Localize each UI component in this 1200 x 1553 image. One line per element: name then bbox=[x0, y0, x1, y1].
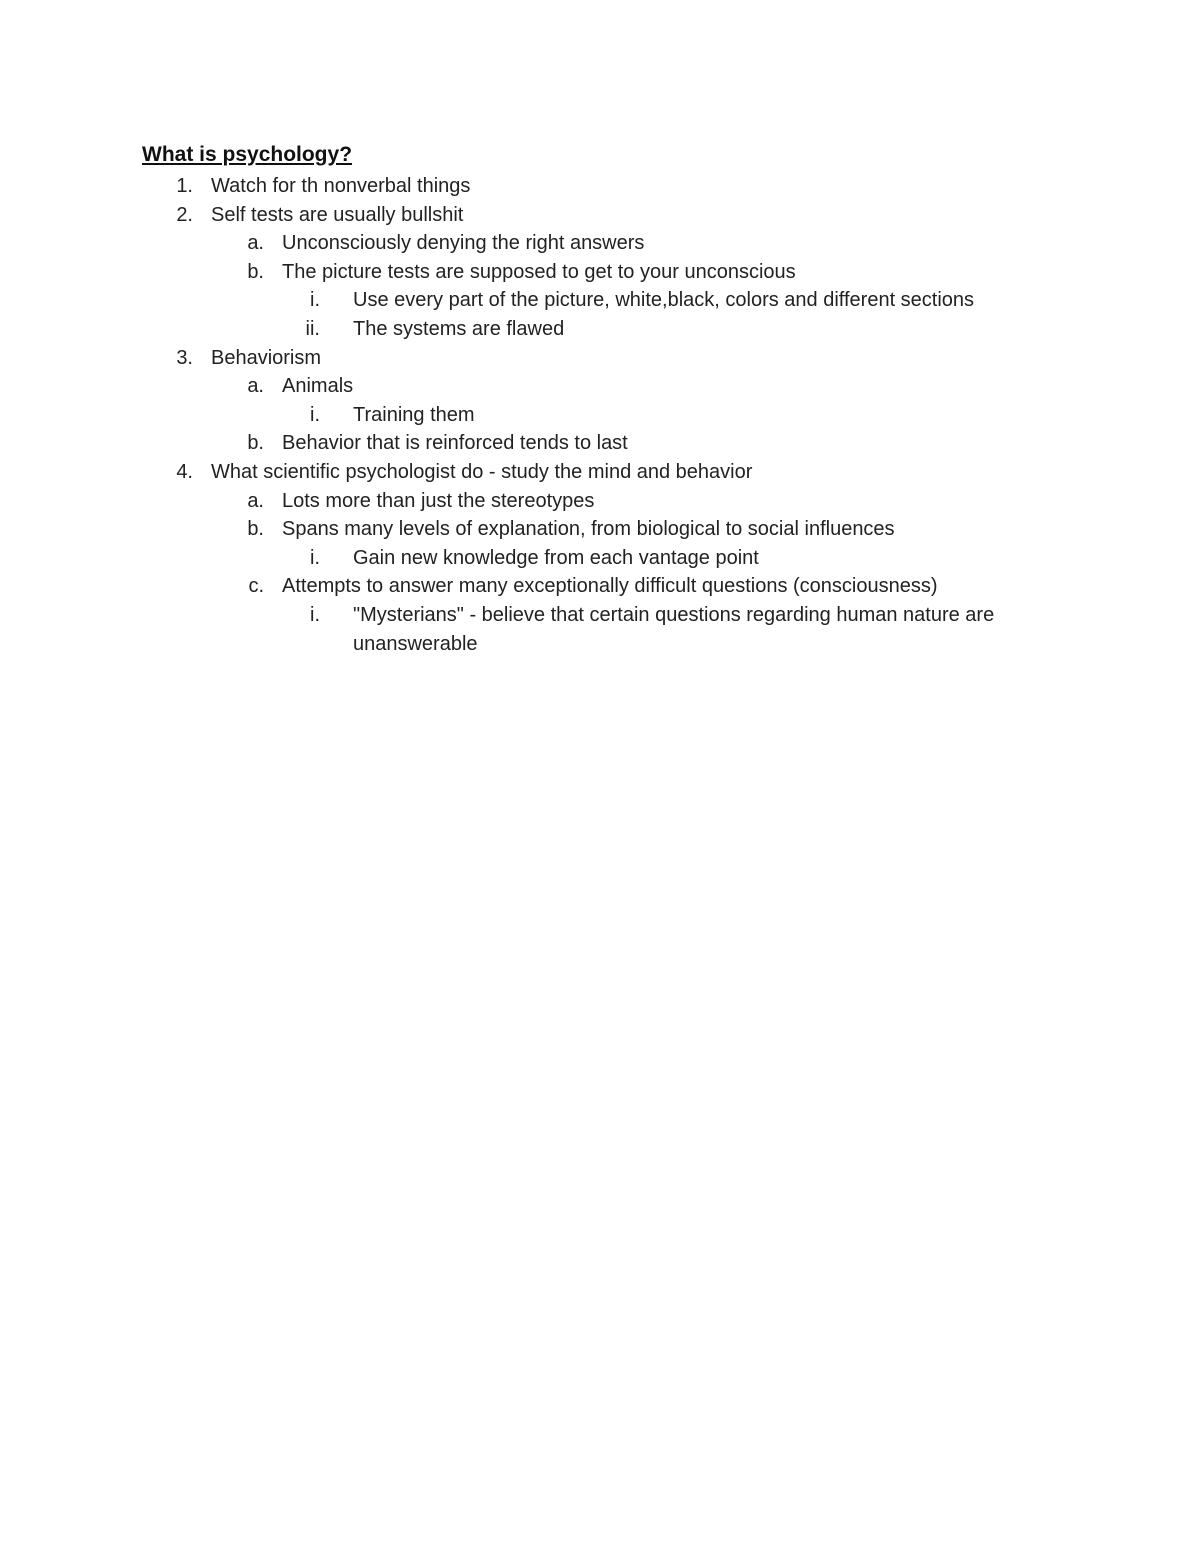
list-item bbox=[0, 458, 1200, 487]
list-item-text: Unconsciously denying the right answers bbox=[282, 232, 645, 255]
list-item bbox=[0, 344, 1200, 373]
list-marker: 3. bbox=[176, 346, 193, 369]
list-marker: i. bbox=[310, 289, 320, 312]
list-item-text: Behavior that is reinforced tends to last bbox=[282, 432, 628, 455]
list-marker: i. bbox=[310, 403, 320, 426]
list-item bbox=[0, 401, 1200, 430]
list-marker: b. bbox=[247, 518, 264, 541]
list-item bbox=[0, 258, 1200, 287]
list-item bbox=[0, 544, 1200, 573]
list-item bbox=[0, 172, 1200, 201]
list-item bbox=[0, 286, 1200, 315]
list-marker: a. bbox=[247, 375, 264, 398]
list-item-text: What scientific psychologist do - study the mind and behavior bbox=[211, 460, 753, 483]
list-item-text: Animals bbox=[282, 375, 354, 398]
list-item-text: Behaviorism bbox=[211, 346, 322, 369]
list-marker: b. bbox=[247, 432, 264, 455]
document-title: What is psychology? bbox=[142, 143, 353, 166]
list-item-text: Watch for th nonverbal things bbox=[211, 175, 471, 197]
list-item-text: Self tests are usually bullshit bbox=[211, 203, 464, 226]
list-item bbox=[0, 515, 1200, 544]
list-marker: 4. bbox=[176, 460, 193, 483]
list-item bbox=[0, 201, 1200, 230]
list-item-text: Training them bbox=[353, 403, 475, 426]
list-item-text: Lots more than just the stereotypes bbox=[282, 489, 595, 512]
list-item bbox=[0, 315, 1200, 344]
list-item-text: Attempts to answer many exceptionally difficult questions (consciousness) bbox=[282, 575, 938, 598]
list-item bbox=[0, 372, 1200, 401]
list-item bbox=[0, 229, 1200, 258]
list-marker: i. bbox=[310, 546, 320, 569]
list-item-text: The systems are flawed bbox=[353, 317, 565, 340]
list-item-text: Use every part of the picture, white,black, colors and different sections bbox=[353, 289, 975, 312]
list-marker: a. bbox=[247, 232, 264, 255]
list-item bbox=[0, 601, 1200, 658]
list-marker: a. bbox=[247, 489, 264, 512]
list-item bbox=[0, 487, 1200, 516]
list-item-text: The picture tests are supposed to get to your unconscious bbox=[282, 260, 796, 283]
list-marker: ii. bbox=[305, 317, 320, 340]
list-marker: 1. bbox=[176, 175, 193, 197]
list-item bbox=[0, 429, 1200, 458]
list-marker: 2. bbox=[176, 203, 193, 226]
outline-list bbox=[0, 172, 1200, 658]
list-marker: c. bbox=[248, 575, 264, 598]
list-marker: i. bbox=[310, 603, 320, 626]
list-marker: b. bbox=[247, 260, 264, 283]
list-item-text: Spans many levels of explanation, from biological to social influences bbox=[282, 518, 895, 541]
list-item bbox=[0, 572, 1200, 601]
list-item-text: "Mysterians" - believe that certain questions regarding human nature are unanswerable bbox=[353, 603, 995, 655]
list-item-text: Gain new knowledge from each vantage point bbox=[353, 546, 759, 569]
